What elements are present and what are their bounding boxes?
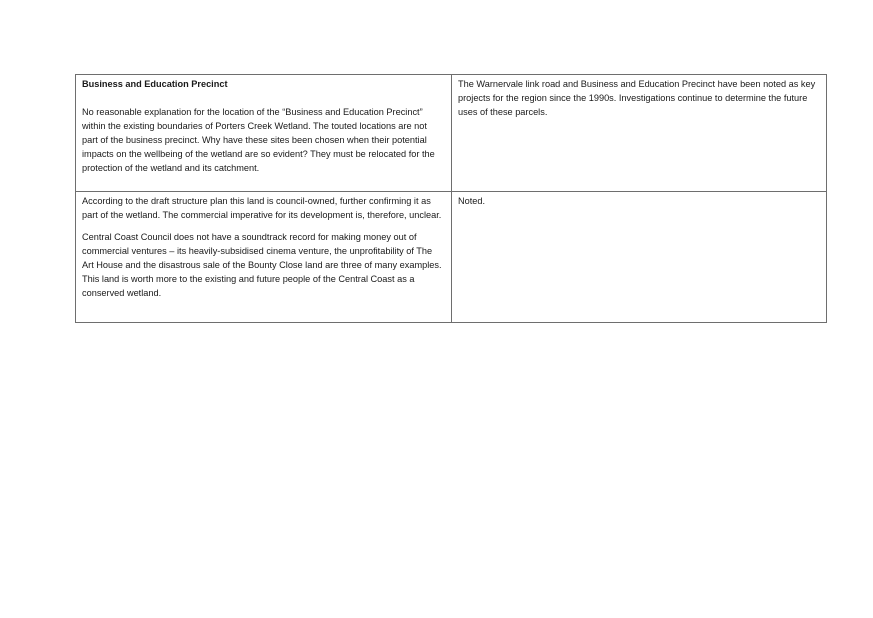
response-cell — [452, 192, 827, 323]
response-text: Noted. — [458, 196, 486, 206]
submission-paragraph: According to the draft structure plan this land is council-owned, further confirming it as part of the wetland. The commercial imperative for its development is, therefore, unclear. — [82, 196, 442, 220]
submission-paragraph: No reasonable explanation for the location of the “Business and Education Precinct” within the existing boundaries of Porters Creek Wetland. The touted locations are not part of the business precinct. Why have these sites been chosen when their potential impacts on the wellbeing of the wetland are so evident? They must be relocated for the protection of the wetland and its catchment. — [82, 107, 435, 173]
section-heading: Business and Education Precinct — [82, 79, 228, 89]
submission-paragraph: Central Coast Council does not have a soundtrack record for making money out of commercial ventures – its heavily-subsidised cinema venture, the unprofitability of The Art House and the disastrous sale of the Bounty Close land are three of many examples. This land is worth more to the existing and future people of the Central Coast as a conserved wetland. — [82, 232, 442, 298]
response-text: The Warnervale link road and Business and Education Precinct have been noted as key projects for the region since the 1990s. Investigations continue to determine the future uses of these parcels. — [458, 79, 816, 117]
submission-cell — [76, 75, 452, 192]
submission-cell — [76, 192, 452, 323]
submissions-table — [75, 74, 827, 323]
table-row — [76, 75, 827, 192]
response-cell — [452, 75, 827, 192]
table-row — [76, 192, 827, 323]
